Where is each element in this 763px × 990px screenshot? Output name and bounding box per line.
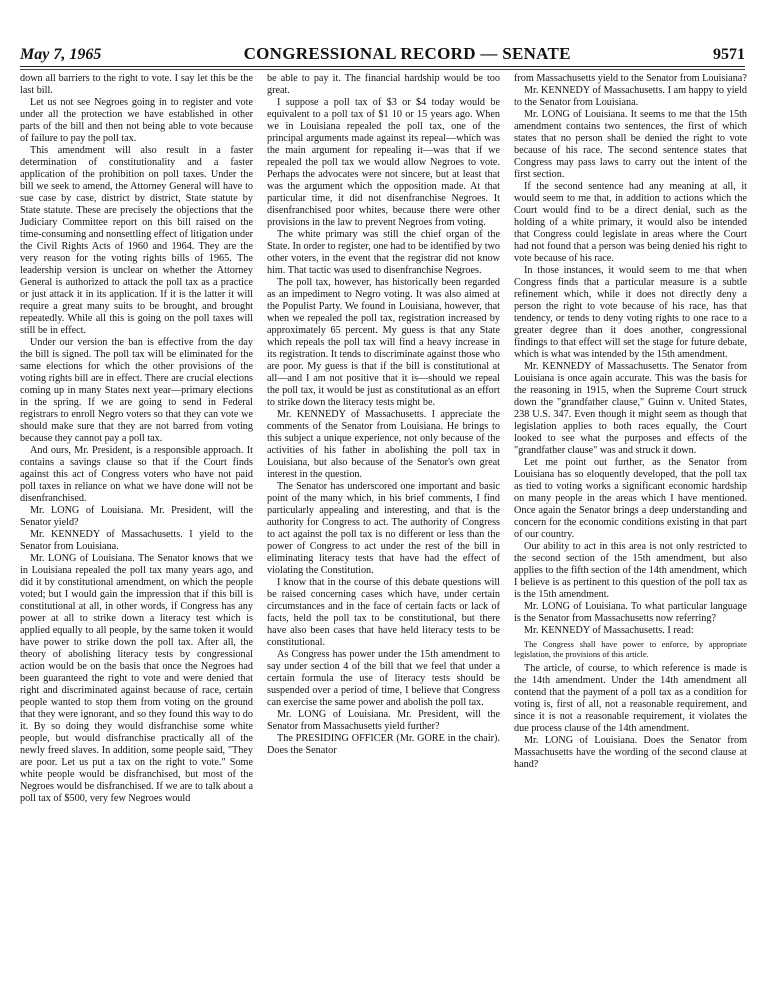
paragraph: Mr. LONG of Louisiana. The Senator knows that we in Louisiana repealed the poll tax many years ago, and did it by constitutional amendment, on which the people voted; but I would gain the impression that if this bill is constitutional at all, in other words, if Congress has any power at all to strike down a literacy test which is applied equally to all people, by the same token it would have power to strike down the poll tax. After all, the theory of abolishing literacy tests by congressional action would be on the basis that once the Negroes had been guaranteed the right to vote and were denied that right and discriminated against because of race, certain people wanted to stop them from voting on the ground that they were ignorant, and so they found this way to do it. By so doing they would disfranchise some white people, but would disfranchise practically all of the newly freed slaves. In addition, some people said, "They are poor. Let us put a tax on the right to vote." Some white people would be disfranchised, but most of the Negroes would be disfranchised. If we are to talk about a poll tax of $500, very few Negroes would bbox=[20, 553, 253, 804]
header-page-number: 9571 bbox=[713, 46, 745, 63]
paragraph: Mr. KENNEDY of Massachusetts. I read: bbox=[524, 625, 694, 636]
paragraph: Mr. KENNEDY of Massachusetts. The Senator from Louisiana is once again accurate. This was the basis for the reasoning in 1915, when the Supreme Court struck down the "grandfather clause," Guinn v. United States, 238 U.S. 347. Even though it might seem as though that legislation applies to both races equally, the Court looked to see what the purposes and effects of the "grandfather clause" was and struck it down. bbox=[514, 361, 747, 456]
column-left bbox=[20, 73, 253, 972]
header-date: May 7, 1965 bbox=[20, 46, 102, 63]
paragraph: The PRESIDING OFFICER (Mr. GORE in the chair). Does the Senator bbox=[267, 733, 500, 756]
paragraph: I suppose a poll tax of $3 or $4 today would be equivalent to a poll tax of $1 10 or 15 years ago. When we in Louisiana repealed the poll tax, one of the principal arguments made against its repeal—which was the main argument for repealing it—was that if we repealed the poll tax we would allow Negroes to vote. Perhaps the advocates were not sincere, but at least that was the argument which the opposition made. At that particular time, it did not disenfranchise Negroes. It disenfranchised poor whites, because there were other provisions in the law to prevent Negroes from voting. bbox=[267, 97, 500, 228]
paragraph: In those instances, it would seem to me that when Congress finds that a particular measure is a subtle refinement which, while it does not directly deny a person the right to vote because of his race, has that tendency, or tends to deny voting rights to one race to a greater degree than it does another, congressional findings to that effect will set the stage for future debate, which is what was intended by the 15th amendment. bbox=[514, 265, 747, 360]
paragraph: The poll tax, however, has historically been regarded as an impediment to Negro voting. It was also aimed at the Populist Party. We found in Louisiana, however, that when we repealed the poll tax, registration increased by approximately 65 percent. My guess is that any State which repeals the poll tax will find a heavy increase in its registration. It tends to discriminate against those who are poor. My guess is that if the bill is constitutional at all—and I am not positive that it is—should we repeal the poll tax, it would be just as constitutional as an effort to strike down the literacy tests might be. bbox=[267, 277, 500, 408]
column-right bbox=[514, 73, 747, 972]
paragraph: down all barriers to the right to vote. I say let this be the last bill. bbox=[20, 73, 253, 96]
header-title: CONGRESSIONAL RECORD — SENATE bbox=[243, 44, 571, 63]
paragraph: Under our version the ban is effective from the day the bill is signed. The poll tax will be eliminated for the same elections for which the other provisions of the voting rights bill are in effect. There are crucial elections coming up in many States next year—primary elections in the spring. If we are going to send in Federal registrars to enroll Negro voters so that they can vote we should make sure that they are not barred from voting because they cannot pay a poll tax. bbox=[20, 337, 253, 444]
paragraph: Mr. LONG of Louisiana. Does the Senator from Massachusetts have the wording of the second clause at hand? bbox=[514, 735, 747, 770]
column-middle bbox=[267, 73, 500, 972]
paragraph: Mr. KENNEDY of Massachusetts. I yield to the Senator from Louisiana. bbox=[20, 529, 253, 552]
paragraph: Let me point out further, as the Senator from Louisiana has so eloquently developed, that the poll tax as tied to voting works a significant economic hardship on many people in the areas which I have mentioned. Once again the Senator brings a deep understanding and concern for the economic conditions existing in that part of our country. bbox=[514, 457, 747, 540]
paragraph: The article, of course, to which reference is made is the 14th amendment. Under the 14th amendment all contend that the payment of a poll tax as a condition for voting is, first of all, not a reasonable requirement, and since it is not a reasonable requirement, it violates the due process clause of the 14th amendment. bbox=[514, 663, 747, 734]
paragraph: Mr. KENNEDY of Massachusetts. I am happy to yield to the Senator from Louisiana. bbox=[514, 85, 747, 108]
paragraph: Mr. KENNEDY of Massachusetts. I appreciate the comments of the Senator from Louisiana. He brings to this subject a unique experience, not only because of the activities of his father in abolishing the poll tax in Louisiana, but also because of the Senator's own great interest in the question. bbox=[267, 409, 500, 480]
paragraph: As Congress has power under the 15th amendment to say under section 4 of the bill that we feel that under a certain formula the use of literacy tests should be suspended over a period of time, I believe that Congress can exercise the same power and abolish the poll tax. bbox=[267, 649, 500, 708]
text-columns bbox=[20, 73, 747, 972]
paragraph: The Senator has underscored one important and basic point of the many which, in his brief comments, I find particularly appealing and interesting, and that is the authority for Congress to act. The authority of Congress to act against the poll tax is no different or less than the power of Congress to act under the rest of the bill in eliminating literacy tests that have had the effect of violating the Constitution. bbox=[267, 481, 500, 576]
paragraph: Mr. LONG of Louisiana. It seems to me that the 15th amendment contains two sentences, the first of which states that no person shall be denied the right to vote because of his race. The second sentence states that Congress may pass laws to carry out the intent of the first section. bbox=[514, 109, 747, 180]
paragraph: Mr. LONG of Louisiana. Mr. President, will the Senator yield? bbox=[20, 505, 253, 528]
page-header bbox=[20, 44, 745, 64]
header-rule-thin bbox=[20, 69, 745, 70]
paragraph: Mr. LONG of Louisiana. To what particular language is the Senator from Massachusetts now referring? bbox=[514, 601, 747, 624]
paragraph: from Massachusetts yield to the Senator from Louisiana? bbox=[514, 73, 747, 84]
paragraph: This amendment will also result in a faster determination of constitutionality and a faster application of the prohibition on poll taxes. Under the bill we seek to amend, the Attorney General will have to sue case by case, district by district, State statute by State statute. These are precisely the objections that the Judiciary Committee report on this bill raised on the time-consuming and nonsettling effect of litigation under the Civil Rights Acts of 1960 and 1964. They are the very reason for the voting rights bills of 1965. The leadership version is unclear on whether the Attorney General is authorized to attack the poll tax as a practice or just attack it in its application. If it is the latter it will require a great many suits to be brought, and brought repeatedly. While all this is going on the poll taxes will still be in effect. bbox=[20, 145, 253, 336]
paragraph: And ours, Mr. President, is a responsible approach. It contains a savings clause so that if the Court finds against this act of Congress voters who have not paid poll taxes in reliance on what we have done will not be disenfranchised. bbox=[20, 445, 253, 504]
paragraph: Let us not see Negroes going in to register and vote under all the protection we have established in other parts of the bill and then not being able to vote because of failure to pay the poll tax. bbox=[20, 97, 253, 144]
paragraph: If the second sentence had any meaning at all, it would seem to me that, in addition to actions which the Court would find to be a direct denial, such as the holding of a white primary, it would also be intended that Congress could legislate in areas where the Court had not found that a person was being denied his right to vote because of his race. bbox=[514, 181, 747, 264]
quoted-text: The Congress shall have power to enforce, by appropriate legislation, the provisions of this article. bbox=[514, 640, 747, 659]
paragraph: I know that in the course of this debate questions will be raised concerning cases which have, under certain circumstances and in the face of certain facts or lack of facts, held the poll tax to be constitutional, but there have also been cases that have held literacy tests to be constitutional. bbox=[267, 577, 500, 648]
header-rule bbox=[20, 66, 745, 67]
paragraph: be able to pay it. The financial hardship would be too great. bbox=[267, 73, 500, 96]
paragraph: Our ability to act in this area is not only restricted to the second section of the 15th amendment, but also applies to the fifth section of the 14th amendment, which I believe is as pertinent to this question of the poll tax as is the 15th amendment. bbox=[514, 541, 747, 600]
paragraph: The white primary was still the chief organ of the State. In order to register, one had to be identified by two other voters, in the event that the registrar did not know him. That tactic was used to disenfranchise Negroes. bbox=[267, 229, 500, 276]
paragraph: Mr. LONG of Louisiana. Mr. President, will the Senator from Massachusetts yield further? bbox=[267, 709, 500, 732]
